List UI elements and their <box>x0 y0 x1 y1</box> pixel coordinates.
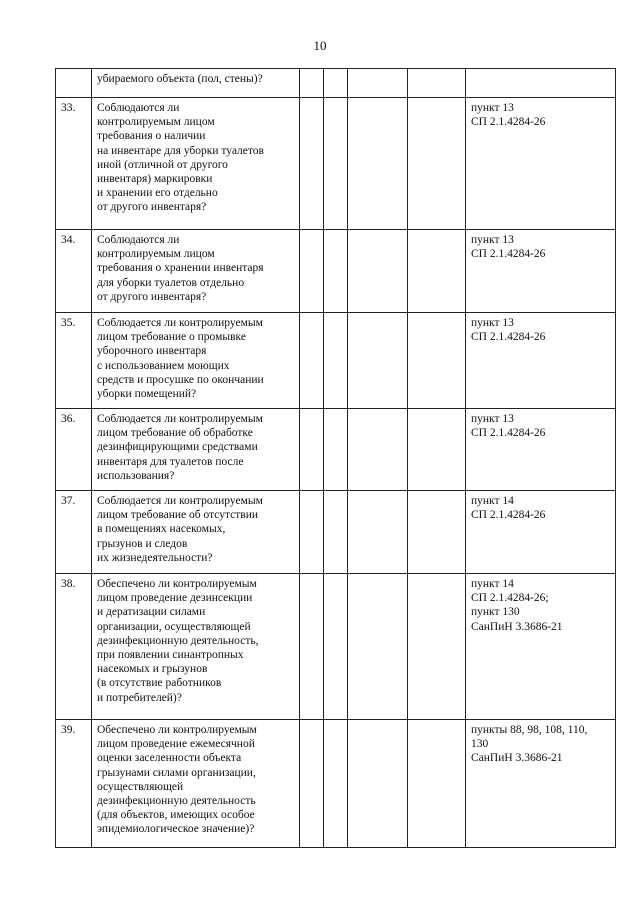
question-cell <box>92 313 300 409</box>
reference-line: СП 2.1.4284-26 <box>471 116 546 129</box>
table-row <box>56 491 616 574</box>
requirement-reference-cell <box>466 313 616 409</box>
reference-line: СП 2.1.4284-26 <box>471 509 546 522</box>
question-line: Соблюдается ли контролируемым <box>97 413 263 425</box>
question-line: дезинфекционную деятельность <box>97 795 256 808</box>
question-line: Обеспечено ли контролируемым <box>97 578 257 590</box>
question-cell <box>92 574 300 720</box>
answer-yes-cell <box>300 313 324 409</box>
table-row <box>56 230 616 313</box>
question-line: при появлении синантропных <box>97 649 244 662</box>
question-line: от другого инвентаря? <box>97 290 207 303</box>
reference-line: пункт 14 <box>471 495 514 507</box>
question-line: лицом требование об отсутствии <box>97 509 258 522</box>
not-applicable-cell <box>348 491 408 574</box>
question-line: эпидемиологическое значение)? <box>97 823 255 836</box>
question-cell <box>92 230 300 313</box>
reference-line: пункт 13 <box>471 413 514 425</box>
question-line: (для объектов, имеющих особое <box>97 809 255 822</box>
question-line: требования о наличии <box>97 130 206 143</box>
question-line: организации, осуществляющей <box>97 620 251 633</box>
answer-yes-cell <box>300 720 324 848</box>
answer-no-cell <box>324 491 348 574</box>
question-line: инвентаря) маркировки <box>97 173 213 186</box>
answer-yes-cell <box>300 230 324 313</box>
question-line: Обеспечено ли контролируемым <box>97 724 257 736</box>
question-line: Соблюдается ли контролируемым <box>97 495 263 507</box>
question-line: Соблюдается ли контролируемым <box>97 317 263 329</box>
row-number: 35. <box>56 313 92 409</box>
table-row <box>56 720 616 848</box>
not-applicable-cell <box>348 720 408 848</box>
reference-line: СП 2.1.4284-26 <box>471 427 546 440</box>
note-cell <box>408 409 466 491</box>
note-cell <box>408 574 466 720</box>
question-line: убираемого объекта (пол, стены)? <box>97 73 263 85</box>
question-line: контролируемым лицом <box>97 116 215 129</box>
answer-no-cell <box>324 98 348 230</box>
reference-line: СанПиН 3.3686-21 <box>471 752 563 765</box>
requirement-reference-cell <box>466 574 616 720</box>
question-cell <box>92 98 300 230</box>
reference-line: пункт 13 <box>471 234 514 246</box>
table-row <box>56 574 616 720</box>
note-cell <box>408 98 466 230</box>
row-number: 33. <box>56 98 92 230</box>
question-line: в помещениях насекомых, <box>97 523 226 536</box>
question-line: дезинфицирующими средствами <box>97 441 258 454</box>
question-line: уборки помещений? <box>97 388 197 401</box>
note-cell <box>408 69 466 98</box>
requirement-reference-cell <box>466 230 616 313</box>
question-line: Соблюдаются ли <box>97 234 180 246</box>
requirement-reference-cell <box>466 69 616 98</box>
question-line: с использованием моющих <box>97 359 230 372</box>
reference-line: пункт 14 <box>471 578 514 590</box>
not-applicable-cell <box>348 574 408 720</box>
table-row <box>56 409 616 491</box>
question-line: Соблюдаются ли <box>97 102 180 114</box>
not-applicable-cell <box>348 313 408 409</box>
row-number: 37. <box>56 491 92 574</box>
question-cell <box>92 720 300 848</box>
not-applicable-cell <box>348 230 408 313</box>
question-line: использования? <box>97 469 175 482</box>
question-line: грызунами силами организации, <box>97 766 256 779</box>
question-line: лицом проведение дезинсекции <box>97 592 253 605</box>
answer-no-cell <box>324 313 348 409</box>
not-applicable-cell <box>348 69 408 98</box>
answer-yes-cell <box>300 98 324 230</box>
row-number: 34. <box>56 230 92 313</box>
question-line: грызунов и следов <box>97 537 188 550</box>
reference-line: СП 2.1.4284-26 <box>471 331 546 344</box>
question-cell <box>92 491 300 574</box>
row-number: 39. <box>56 720 92 848</box>
question-line: от другого инвентаря? <box>97 201 207 214</box>
row-number <box>56 69 92 98</box>
requirement-reference-cell <box>466 720 616 848</box>
question-line: контролируемым лицом <box>97 248 215 261</box>
reference-line: пункт 13 <box>471 317 514 329</box>
note-cell <box>408 230 466 313</box>
question-line: инвентаря для туалетов после <box>97 455 244 468</box>
answer-no-cell <box>324 69 348 98</box>
reference-line: пункт 13 <box>471 102 514 114</box>
note-cell <box>408 313 466 409</box>
question-line: иной (отличной от другого <box>97 158 228 171</box>
question-cell <box>92 409 300 491</box>
question-line: их жизнедеятельности? <box>97 551 213 564</box>
question-line: для уборки туалетов отдельно <box>97 276 245 289</box>
question-line: требования о хранении инвентаря <box>97 262 264 275</box>
row-number: 38. <box>56 574 92 720</box>
reference-line: СанПиН 3.3686-21 <box>471 620 563 633</box>
table-row <box>56 98 616 230</box>
not-applicable-cell <box>348 98 408 230</box>
question-line: средств и просушке по окончании <box>97 373 264 386</box>
answer-yes-cell <box>300 491 324 574</box>
answer-no-cell <box>324 230 348 313</box>
question-line: дезинфекционную деятельность, <box>97 634 259 647</box>
question-line: и дератизации силами <box>97 606 206 619</box>
question-line: лицом требование о промывке <box>97 331 246 344</box>
checklist-table <box>55 68 616 848</box>
question-line: лицом требование об обработке <box>97 427 253 440</box>
table-row <box>56 69 616 98</box>
question-line: на инвентаре для уборки туалетов <box>97 144 264 157</box>
answer-yes-cell <box>300 574 324 720</box>
reference-line: СП 2.1.4284-26; <box>471 592 549 605</box>
question-line: осуществляющей <box>97 780 184 793</box>
question-line: и хранении его отдельно <box>97 187 218 200</box>
row-number: 36. <box>56 409 92 491</box>
answer-no-cell <box>324 409 348 491</box>
table-row <box>56 313 616 409</box>
question-line: оценки заселенности объекта <box>97 752 242 765</box>
answer-yes-cell <box>300 409 324 491</box>
requirement-reference-cell <box>466 409 616 491</box>
page-number: 10 <box>313 38 327 53</box>
question-line: лицом проведение ежемесячной <box>97 738 255 751</box>
question-line: уборочного инвентаря <box>97 345 207 358</box>
answer-no-cell <box>324 574 348 720</box>
question-line: (в отсутствие работников <box>97 677 222 690</box>
reference-line: СП 2.1.4284-26 <box>471 248 546 261</box>
question-line: насекомых и грызунов <box>97 663 208 676</box>
note-cell <box>408 720 466 848</box>
note-cell <box>408 491 466 574</box>
not-applicable-cell <box>348 409 408 491</box>
requirement-reference-cell <box>466 98 616 230</box>
requirement-reference-cell <box>466 491 616 574</box>
reference-line: 130 <box>471 738 489 751</box>
reference-line: пункт 130 <box>471 606 520 619</box>
question-cell <box>92 69 300 98</box>
answer-yes-cell <box>300 69 324 98</box>
question-line: и потребителей)? <box>97 691 182 704</box>
answer-no-cell <box>324 720 348 848</box>
reference-line: пункты 88, 98, 108, 110, <box>471 724 588 736</box>
